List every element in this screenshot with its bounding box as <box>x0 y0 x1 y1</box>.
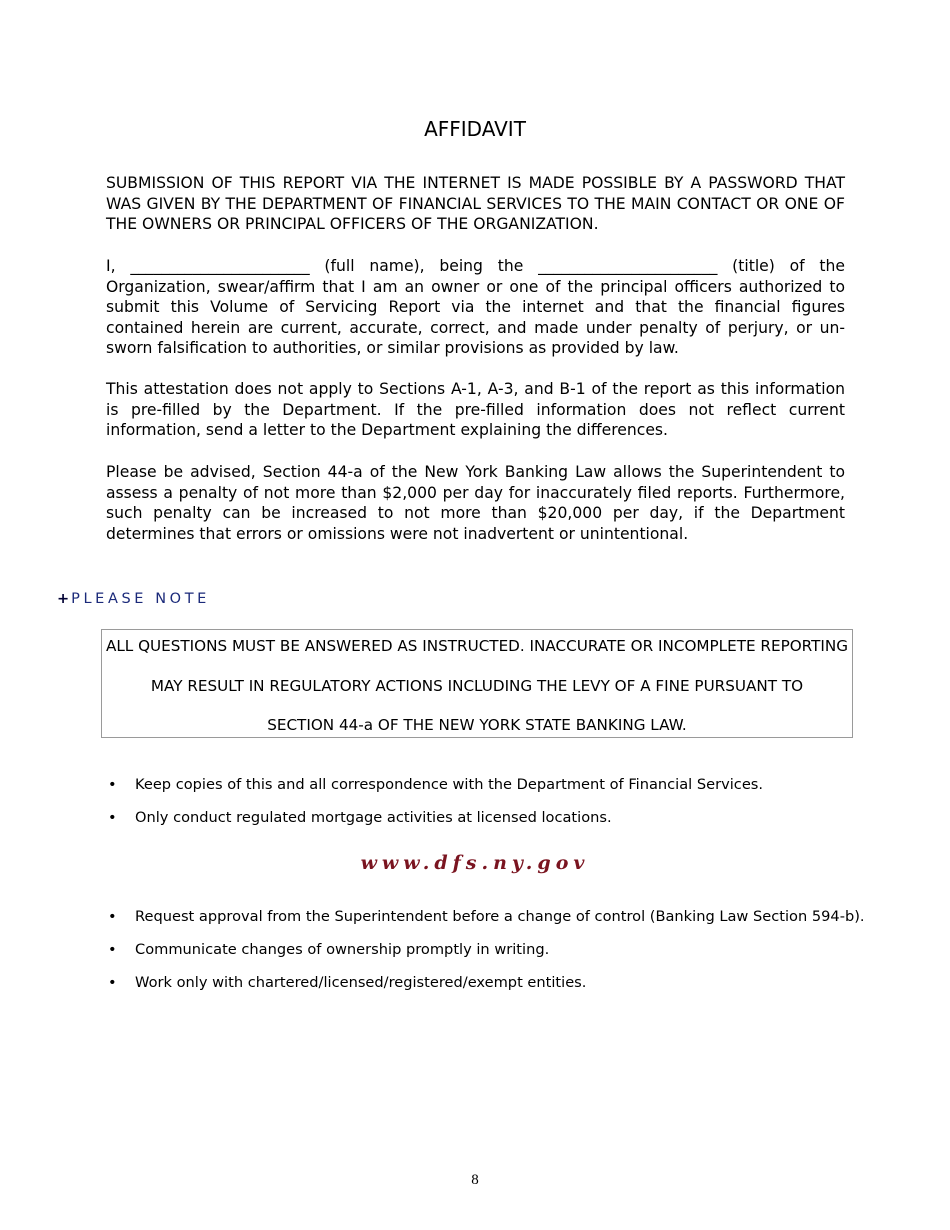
bullet-icon: • <box>108 809 117 826</box>
list-item-text: Keep copies of this and all correspondence with the Department of Financial Services. <box>135 776 764 793</box>
bullet-icon: • <box>108 974 117 991</box>
please-note-label: PLEASE NOTE <box>71 591 210 607</box>
notice-box <box>101 629 853 738</box>
list-item <box>0 940 950 973</box>
plus-icon: + <box>57 591 70 607</box>
bullet-list-bottom <box>0 907 950 1006</box>
website-link[interactable]: www.dfs.ny.gov <box>360 852 590 874</box>
list-item-text: Request approval from the Superintendent before a change of control (Banking Law Section 594-b). <box>135 908 865 925</box>
page-number: 8 <box>471 1172 479 1188</box>
list-item-text: Work only with chartered/licensed/registered/exempt entities. <box>135 974 587 991</box>
bullet-icon: • <box>108 776 117 793</box>
notice-line: MAY RESULT IN REGULATORY ACTIONS INCLUDING THE LEVY OF A FINE PURSUANT TO <box>150 677 804 695</box>
bullet-icon: • <box>108 941 117 958</box>
list-item <box>0 907 950 940</box>
list-item-text: Only conduct regulated mortgage activities at licensed locations. <box>135 809 612 826</box>
penalty-paragraph: Please be advised, Section 44-a of the New York Banking Law allows the Superintendent to assess a penalty of not more than $2,000 per day for inaccurately filed reports. Furthermore, such penalty can be increased to not more than $20,000 per day, if the Department determines that errors or omissions were not inadvertent or unintentional. <box>106 463 845 543</box>
page-title: AFFIDAVIT <box>424 117 526 141</box>
submission-paragraph: SUBMISSION OF THIS REPORT VIA THE INTERNET IS MADE POSSIBLE BY A PASSWORD THAT WAS GIVEN BY THE DEPARTMENT OF FINANCIAL SERVICES TO THE MAIN CONTACT OR ONE OF THE OWNERS OR PRINCIPAL OFFICERS OF THE ORGANIZATION. <box>106 174 845 234</box>
attestation-paragraph: I, _______________________ (full name), being the _______________________ (title) of the Organization, swear/affirm that I am an owner or one of the principal officers authorized to submit this Volume of Servicing Report via the internet and that the financial figures contained herein are current, accurate, correct, and made under penalty of perjury, or un-sworn falsification to authorities, or similar provisions as provided by law. <box>106 257 845 358</box>
list-item-text: Communicate changes of ownership promptly in writing. <box>135 941 550 958</box>
bullet-list-top <box>0 775 950 841</box>
bullet-icon: • <box>108 908 117 925</box>
notice-line: SECTION 44-a OF THE NEW YORK STATE BANKING LAW. <box>267 716 687 734</box>
please-note-heading <box>57 589 210 609</box>
list-item <box>0 808 950 841</box>
list-item <box>0 775 950 808</box>
list-item <box>0 973 950 1006</box>
notice-line: ALL QUESTIONS MUST BE ANSWERED AS INSTRUCTED. INACCURATE OR INCOMPLETE REPORTING <box>105 637 849 655</box>
exemption-paragraph: This attestation does not apply to Sections A-1, A-3, and B-1 of the report as this information is pre-filled by the Department. If the pre-filled information does not reflect current information, send a letter to the Department explaining the differences. <box>106 380 845 440</box>
